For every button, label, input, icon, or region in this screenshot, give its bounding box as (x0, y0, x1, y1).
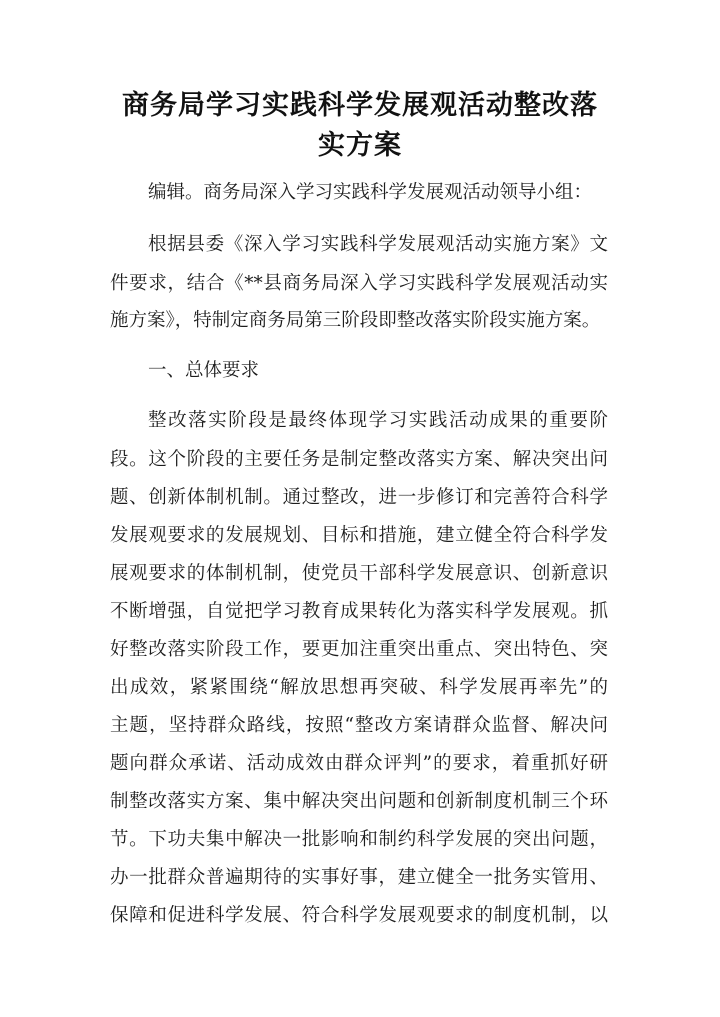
paragraph-line: 节。下功夫集中解决一批影响和制约科学发展的突出问题， (110, 829, 608, 850)
paragraph-line: 发展观要求的发展规划、目标和措施，建立健全符合科学发 (110, 525, 608, 546)
paragraph-line: 好整改落实阶段工作，要更加注重突出重点、突出特色、突 (110, 639, 608, 660)
paragraph-line: 件要求，结合《**县商务局深入学习实践科学发展观活动实 (110, 273, 608, 294)
paragraph-line: 制整改落实方案、集中解决突出问题和创新制度机制三个环 (110, 791, 608, 812)
paragraph-line: 出成效，紧紧围绕“解放思想再突破、科学发展再率先”的 (110, 677, 608, 698)
paragraph-line: 施方案》，特制定商务局第三阶段即整改落实阶段实施方案。 (110, 310, 601, 331)
paragraph-line: 办一批群众普遍期待的实事好事，建立健全一批务实管用、 (110, 867, 608, 888)
document-title: 商务局学习实践科学发展观活动整改落实方案 (122, 90, 598, 161)
paragraph-line: 根据县委《深入学习实践科学发展观活动实施方案》文 (148, 234, 608, 255)
paragraph-line: 题向群众承诺、活动成效由群众评判”的要求，着重抓好研 (110, 753, 608, 774)
editor-line: 编辑。商务局深入学习实践科学发展观活动领导小组： (148, 182, 593, 203)
paragraph-line: 主题，坚持群众路线，按照“整改方案请群众监督、解决问 (110, 715, 608, 736)
paragraph-line: 整改落实阶段是最终体现学习实践活动成果的重要阶 (148, 410, 608, 431)
paragraph-line: 题、创新体制机制。通过整改，进一步修订和完善符合科学 (110, 487, 608, 508)
paragraph-line: 保障和促进科学发展、符合科学发展观要求的制度机制，以 (110, 905, 608, 926)
paragraph-line: 不断增强，自觉把学习教育成果转化为落实科学发展观。抓 (110, 601, 608, 622)
paragraph-line: 段。这个阶段的主要任务是制定整改落实方案、解决突出问 (110, 449, 608, 470)
paragraph-line: 展观要求的体制机制，使党员干部科学发展意识、创新意识 (110, 563, 608, 584)
section-heading: 一、总体要求 (148, 360, 260, 381)
